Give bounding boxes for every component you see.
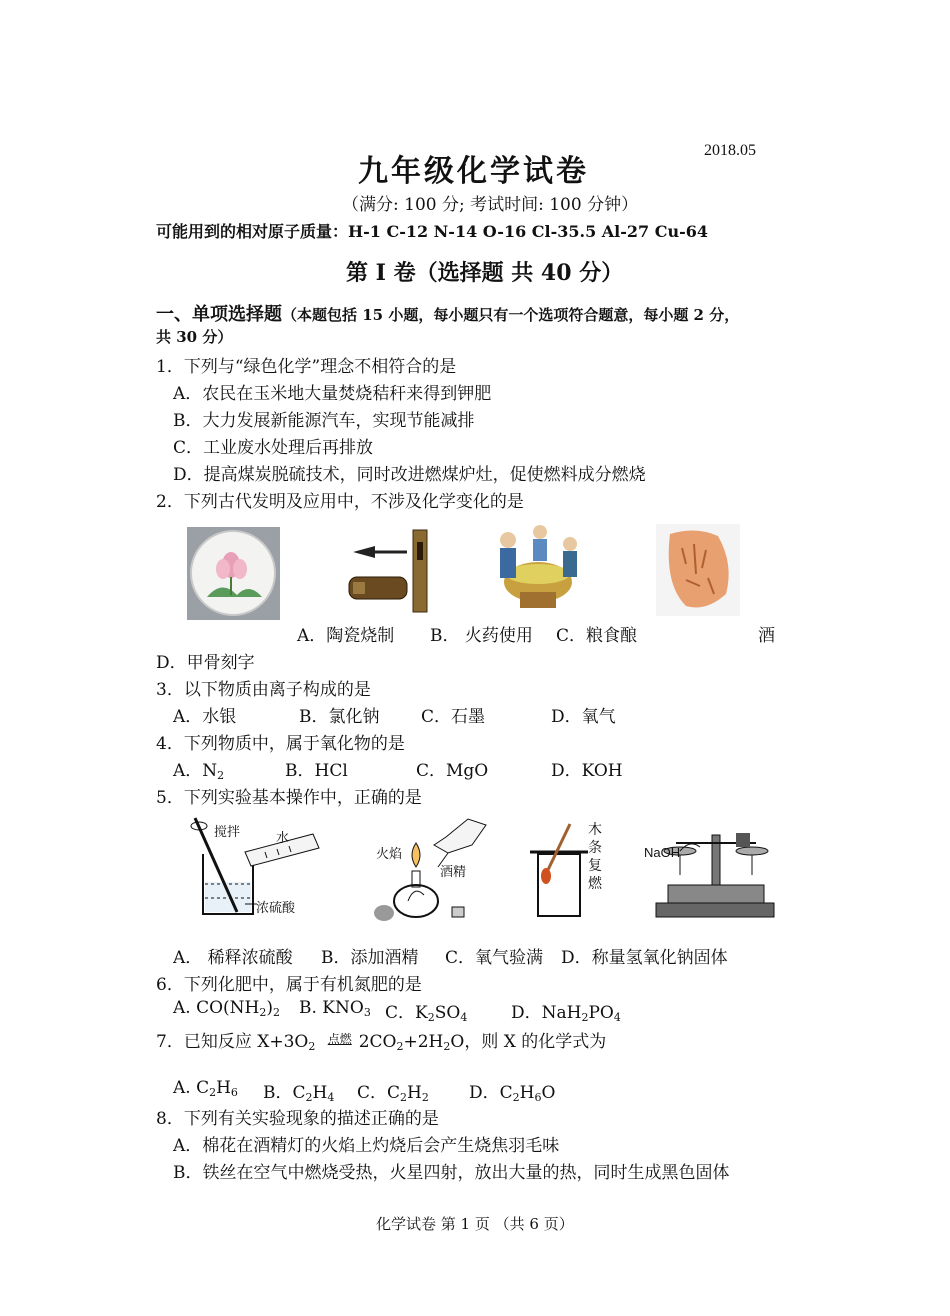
section-title: 一、单项选择题 [156, 304, 282, 325]
q4-option-a: A．$N_2$ [173, 761, 225, 782]
q2-option-b: B． 火药使用 [430, 626, 533, 646]
q5-option-a: A． 稀释浓硫酸 [173, 948, 293, 968]
reaction-condition: 点燃 [327, 1032, 352, 1046]
dilute-acid-figure [185, 812, 325, 922]
q6-option-b: B. $KNO_3$ [299, 998, 371, 1019]
q3-options [173, 702, 773, 726]
q1-option-a: A．农民在玉米地大量焚烧秸秆来得到钾肥 [173, 384, 492, 404]
q5-option-c: C．氧气验满 [445, 948, 544, 968]
q7-option-c: C．$C_2H_2$ [357, 1083, 429, 1104]
atomic-masses: 可能用到的相对原子质量：H-1 C-12 N-14 O-16 Cl-35.5 Al-27 Cu-64 [156, 222, 709, 241]
label-flame: 火焰 [376, 847, 403, 862]
q1-option-c: C．工业废水处理后再排放 [173, 438, 374, 458]
q4-option-c: C．MgO [416, 761, 489, 781]
label-conc-acid: 浓硫酸 [256, 901, 296, 916]
q1-option-d: D．提高煤炭脱硫技术，同时改进燃煤炉灶，促使燃料成分燃烧 [173, 465, 646, 485]
q5-option-d: D．称量氢氧化钠固体 [561, 948, 728, 968]
exam-title: 九年级化学试卷 [358, 154, 589, 189]
q2-option-d: D．甲骨刻字 [156, 653, 255, 673]
q5-stem: 5．下列实验基本操作中，正确的是 [156, 788, 422, 808]
brewing-image [490, 522, 586, 612]
q8-option-a: A．棉花在酒精灯的火焰上灼烧后会产生烧焦羽毛味 [173, 1136, 560, 1156]
q5-option-b: B．添加酒精 [321, 948, 419, 968]
label-naoh: NaOH [644, 845, 681, 860]
q2-option-c: C．粮食酿 [556, 626, 638, 646]
q3-option-b: B．氯化钠 [299, 707, 380, 727]
oxygen-test-figure [526, 820, 596, 920]
q2-stem: 2．下列古代发明及应用中，不涉及化学变化的是 [156, 492, 524, 512]
q7-option-b: B．$C_2H_4$ [263, 1083, 335, 1104]
q3-option-a: A．水银 [173, 707, 237, 727]
label-stir: 搅拌 [214, 825, 241, 840]
q1-option-b: B．大力发展新能源汽车，实现节能减排 [173, 411, 475, 431]
section-note: （本题包括 15 小题，每小题只有一个选项符合题意，每小题 2 分， [282, 306, 740, 324]
porcelain-plate-image [187, 527, 280, 620]
oracle-bone-image [656, 524, 740, 616]
q6-option-c: C．$K_2SO_4$ [385, 1003, 468, 1024]
q7-options [173, 1078, 813, 1102]
q7-option-d: D．$C_2H_6O$ [469, 1083, 556, 1104]
q6-option-d: D．$NaH_2PO_4$ [511, 1003, 621, 1024]
q3-option-d: D．氧气 [551, 707, 616, 727]
balance-figure [640, 815, 780, 920]
q1-stem: 1．下列与“绿色化学”理念不相符合的是 [156, 357, 457, 377]
q2-option-a: A．陶瓷烧制 [297, 626, 395, 646]
q8-option-b: B．铁丝在空气中燃烧受热，火星四射，放出大量的热，同时生成黑色固体 [173, 1163, 730, 1183]
q6-stem: 6．下列化肥中，属于有机氮肥的是 [156, 975, 422, 995]
label-stick: 木条复燃 [588, 822, 602, 892]
q6-options [173, 998, 813, 1022]
q4-options [173, 756, 773, 780]
label-alcohol: 酒精 [440, 865, 467, 880]
exam-info: （满分: 100 分; 考试时间: 100 分钟） [342, 195, 639, 215]
q3-option-c: C．石墨 [421, 707, 486, 727]
q7-option-a: A. $C_2H_6$ [173, 1078, 238, 1099]
q8-stem: 8．下列有关实验现象的描述正确的是 [156, 1109, 439, 1129]
q4-stem: 4．下列物质中，属于氧化物的是 [156, 734, 405, 754]
exam-date: 2018.05 [704, 142, 756, 159]
alcohol-lamp-figure [368, 815, 493, 925]
section-note-cont: 共 30 分） [156, 328, 233, 346]
label-water: 水 [276, 831, 290, 846]
section-heading [156, 300, 739, 326]
q7-stem: 7．已知反应 $X+3O_2$ 点燃 $2CO_2+2H_2O$，则 X 的化学式为 [156, 1032, 607, 1053]
q6-option-a: A. $CO(NH_2)_2$ [173, 998, 281, 1019]
q4-option-b: B．HCl [285, 761, 348, 781]
q5-options [173, 943, 813, 967]
q4-option-d: D．KOH [551, 761, 623, 781]
part-heading: 第 I 卷（选择题 共 40 分） [346, 260, 624, 286]
page-footer: 化学试卷 第 1 页 （共 6 页） [376, 1215, 574, 1233]
q2-option-c-tail: 酒 [758, 626, 775, 646]
q3-stem: 3．以下物质由离子构成的是 [156, 680, 371, 700]
gunpowder-weapon-image [345, 522, 440, 617]
